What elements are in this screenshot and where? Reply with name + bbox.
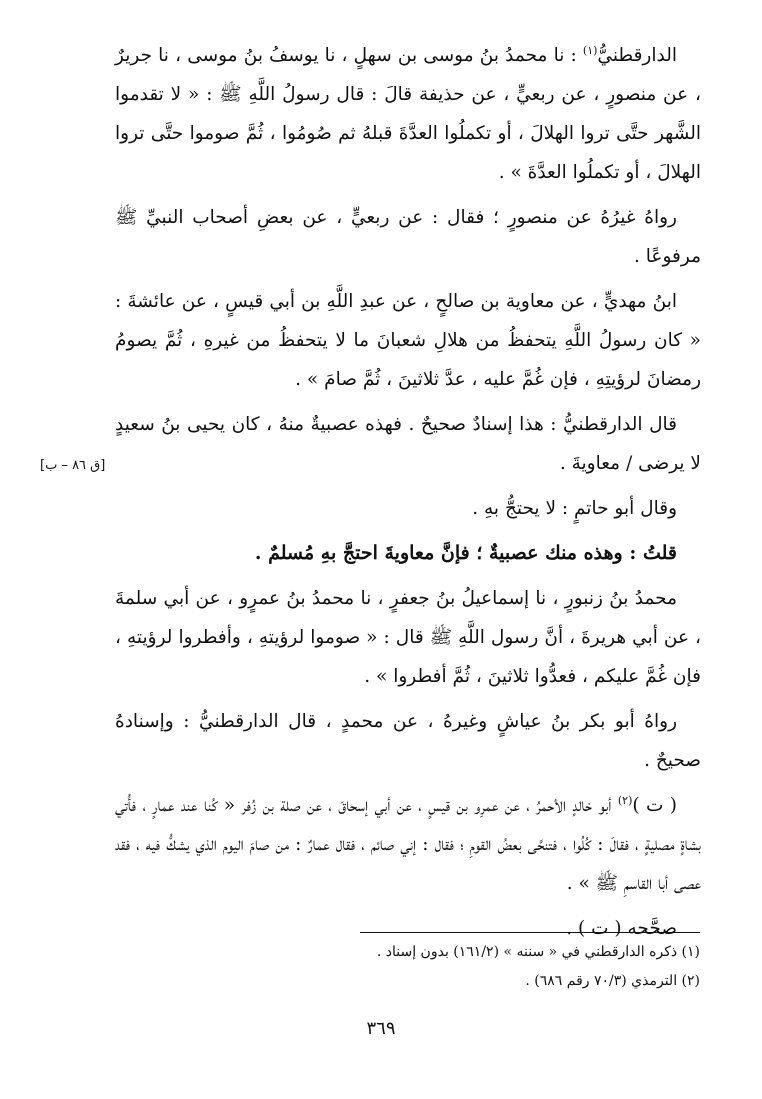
paragraph-7: محمدُ بنُ زنبورٍ ، نا إسماعيلُ بنُ جعفرٍ ، نا محمدُ بنُ عمرٍو ، عن أبي سلمةَ ، عن أبي هريرةَ ، أنَّ رسول اللَّهِ ﷺ قال : « صوموا لرؤيتهِ ، وأفطروا لرؤيتهِ ، فإن غُمَّ عليكم ، فعدُّوا ثلاثينَ ، ثُمَّ أفطروا » . — [115, 588, 701, 687]
footnote-ref-1[interactable]: (١) — [582, 43, 598, 57]
footnote-divider — [360, 932, 700, 933]
paragraph-9 — [115, 786, 701, 903]
page-number: ٣٦٩ — [366, 1018, 396, 1039]
paragraph-8: رواهُ أبو بكر بنُ عياشٍ وغيرهُ ، عن محمدٍ ، قال الدارقطنيُّ : وإسنادهُ صحيحٌ . — [115, 711, 701, 771]
paragraph-lead: ( ت ) — [632, 795, 677, 816]
footnote-2: (٢) الترمذي (٧٠/٣ رقم ٦٨٦) . — [525, 973, 700, 989]
main-text — [115, 36, 701, 948]
paragraph-2: رواهُ غيرُهُ عن منصورٍ ؛ فقال : عن ربعيٍّ ، عن بعضِ أصحاب النبيِّ ﷺ مرفوعًا . — [115, 207, 701, 267]
paragraph-body: : نا محمدُ بنُ موسى بن سهلٍ ، نا يوسفُ بنُ موسى ، نا جريرٌ ، عن منصورٍ ، عن ربعيٍّ ، عن حذيفة قالَ : قال رسولُ اللَّهِ ﷺ : « لا تقدموا الشَّهر حتَّى تروا الهلالَ ، أو تكملُوا العدَّةَ قبلهُ ثم صُومُوا ، ثُمَّ صوموا حتَّى تروا الهلالَ ، أو تكملُوا العدَّةَ » . — [115, 45, 701, 183]
paragraph-1 — [115, 36, 701, 192]
paragraph-author-comment: قلتُ : وهذه منك عصبيةٌ ؛ فإنَّ معاويةَ احتجَّ بهِ مُسلمٌ . — [254, 542, 677, 564]
footnote-ref-2[interactable]: (٢) — [617, 793, 633, 807]
footnotes — [300, 938, 700, 996]
footnote-1: (١) ذكره الدارقطني في « سننه » (١٦١/٢) بدون إسناد . — [376, 944, 700, 960]
paragraph-lead: الدارقطنيُّ — [597, 45, 677, 66]
paragraph-3: ابنُ مهديٍّ ، عن معاوية بن صالحٍ ، عن عبدِ اللَّهِ بن أبي قيسٍ ، عن عائشةَ : « كان رسولُ اللَّهِ يتحفظُ من هلالِ شعبانَ ما لا يتحفظُ من غيرهِ ، ثُمَّ يصومُ رمضانَ لرؤيتِهِ ، فإن غُمَّ عليه ، عدَّ ثلاثينَ ، ثُمَّ صامَ » . — [115, 291, 701, 390]
paragraph-10: صحَّحه ( ت ) . — [566, 918, 677, 939]
paragraph-5: وقال أبو حاتمٍ : لا يحتجُّ بهِ . — [472, 498, 677, 519]
margin-manuscript-ref: [ق ٨٦ – ب] — [40, 458, 106, 473]
paragraph-4: قال الدارقطنيُّ : هذا إسنادٌ صحيحٌ . فهذه عصبيةٌ منهُ ، كان يحيى بنُ سعيدٍ لا يرضى / معاويةَ . — [115, 414, 701, 474]
paragraph-body: أبو خالدٍ الأحمرُ ، عن عمرِو بن قيسٍ ، عن أبي إسحاقَ ، عن صلة بن زُفر « كُنا عند عمارٍ ، فأُتي بشاةٍ مصليةٍ ، فقالَ : كُلُوا ، فتنحَّى بعضُ القومِ ؛ فقال : إني صائم ، فقال عمارٌ : من صامَ اليوم الذي يشكُّ فيه ، فقد عصى أبا القاسمِ ﷺ » . — [115, 795, 701, 894]
